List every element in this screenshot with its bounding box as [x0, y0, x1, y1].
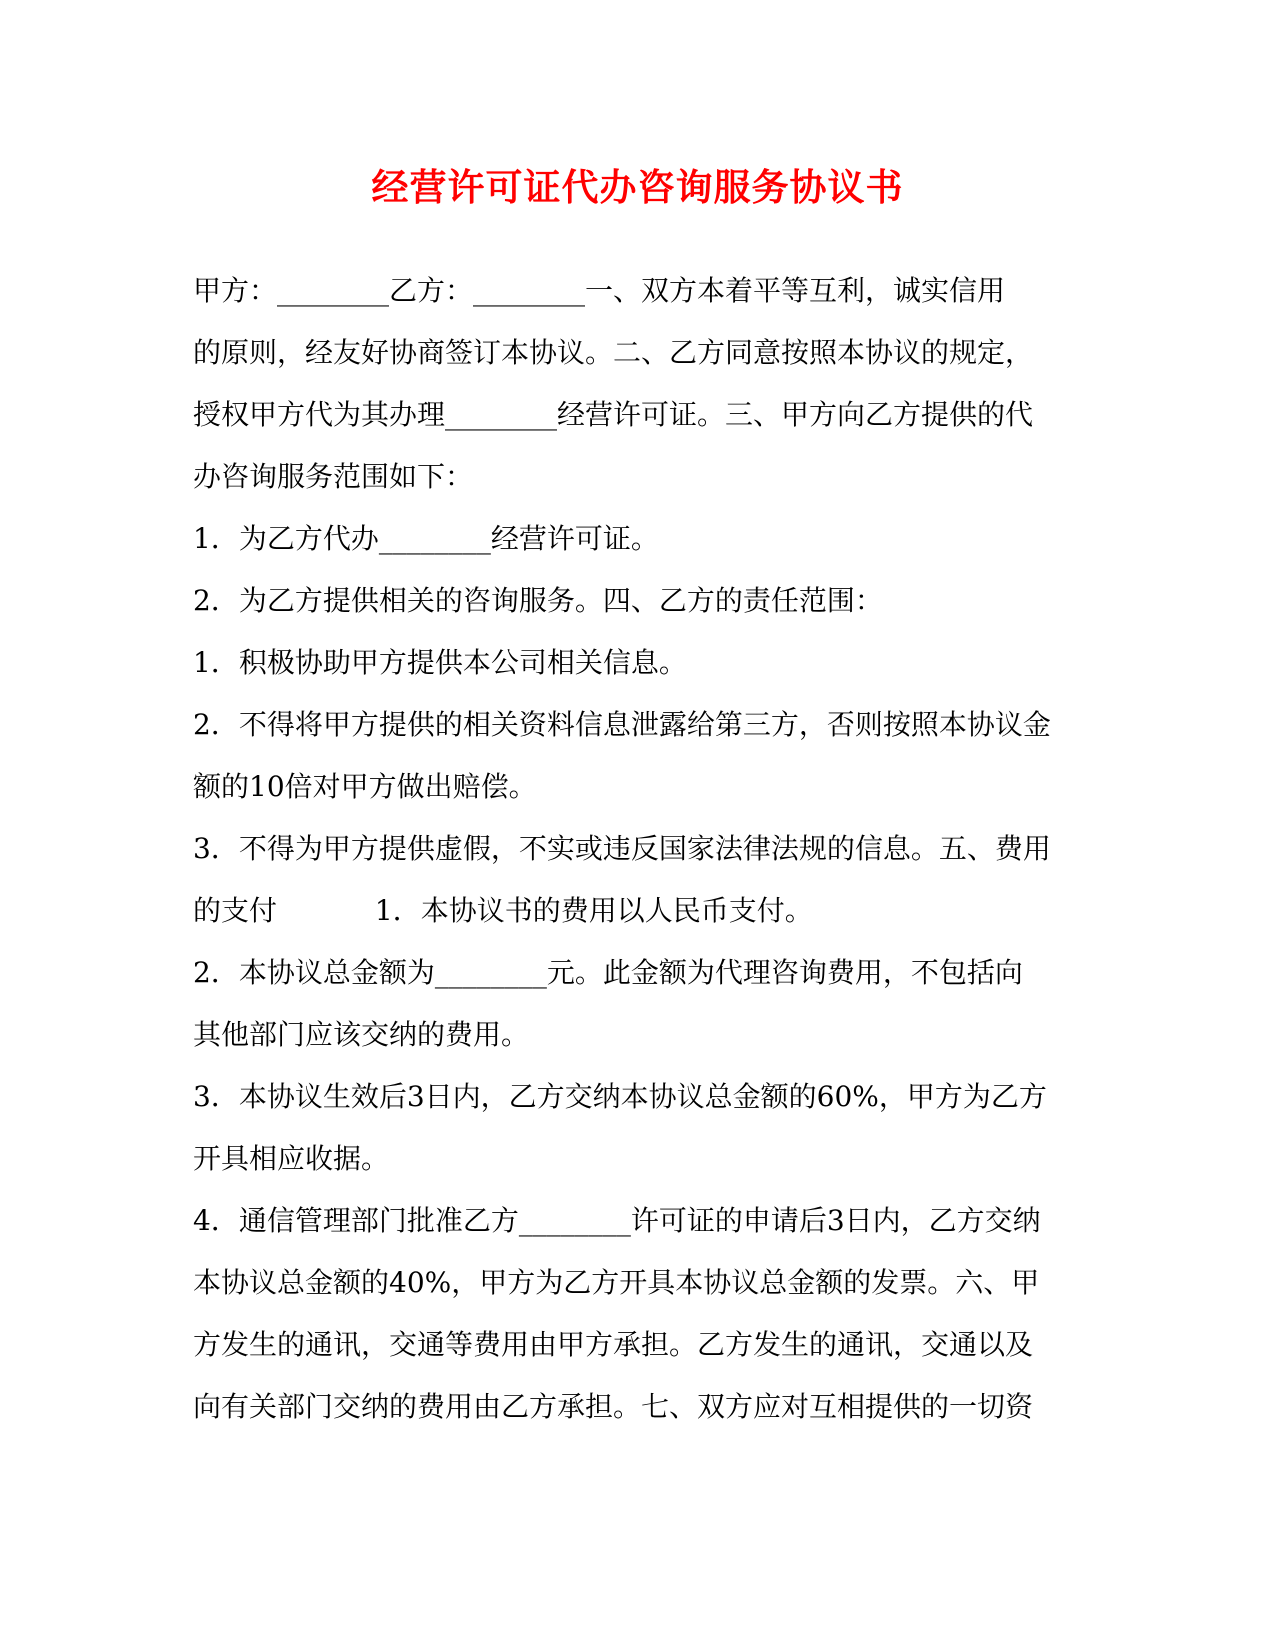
body-line: 额的10倍对甲方做出赔偿。 — [193, 770, 537, 803]
body-line: 的原则，经友好协商签订本协议。二、乙方同意按照本协议的规定， — [193, 336, 1034, 369]
body-line: 2．为乙方提供相关的咨询服务。四、乙方的责任范围： — [193, 584, 883, 617]
body-line: 3．本协议生效后3日内，乙方交纳本协议总金额的60%，甲方为乙方 — [193, 1080, 1047, 1113]
body-line: 授权甲方代为其办理________经营许可证。三、甲方向乙方提供的代 — [193, 398, 1034, 431]
body-line: 2．不得将甲方提供的相关资料信息泄露给第三方，否则按照本协议金 — [193, 708, 1051, 741]
body-line: 3．不得为甲方提供虚假，不实或违反国家法律法规的信息。五、费用 — [193, 832, 1051, 865]
body-line: 本协议总金额的40%，甲方为乙方开具本协议总金额的发票。六、甲 — [193, 1266, 1040, 1299]
body-line: 向有关部门交纳的费用由乙方承担。七、双方应对互相提供的一切资 — [193, 1390, 1034, 1423]
body-line: 甲方：________乙方：________一、双方本着平等互利，诚实信用 — [193, 274, 1006, 307]
document-title: 经营许可证代办咨询服务协议书 — [371, 166, 904, 209]
body-line: 2．本协议总金额为________元。此金额为代理咨询费用，不包括向 — [193, 956, 1023, 989]
body-line: 其他部门应该交纳的费用。 — [193, 1018, 530, 1051]
body-line: 方发生的通讯，交通等费用由甲方承担。乙方发生的通讯，交通以及 — [193, 1328, 1034, 1361]
body-line: 的支付 1．本协议书的费用以人民币支付。 — [193, 894, 813, 927]
body-line: 办咨询服务范围如下： — [193, 460, 474, 493]
body-line: 1．积极协助甲方提供本公司相关信息。 — [193, 646, 687, 679]
body-line: 4．通信管理部门批准乙方________许可证的申请后3日内，乙方交纳 — [193, 1204, 1041, 1237]
body-line: 开具相应收据。 — [193, 1142, 390, 1175]
body-line: 1．为乙方代办________经营许可证。 — [193, 522, 659, 555]
